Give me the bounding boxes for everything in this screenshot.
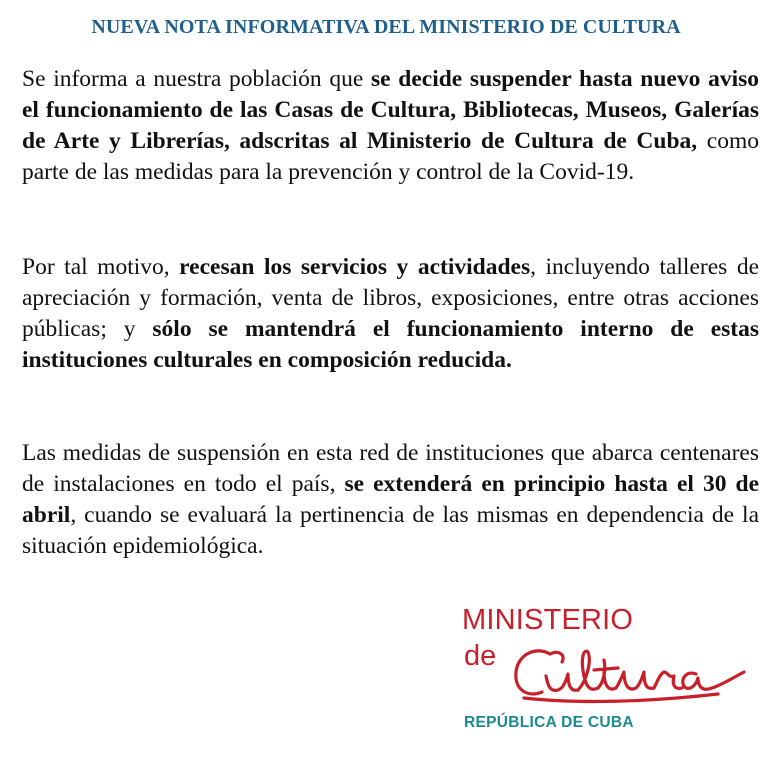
logo-de-text: de bbox=[464, 640, 497, 672]
paragraph-1 bbox=[22, 64, 759, 188]
page-title: NUEVA NOTA INFORMATIVA DEL MINISTERIO DE CULTURA bbox=[91, 16, 681, 38]
paragraph-2-text: , incluyendo talleres de apreciación y formación, venta de libros, exposiciones, entre otras acciones públicas; y bbox=[22, 254, 759, 342]
paragraph-2-bold: recesan los servicios y actividades bbox=[179, 254, 531, 280]
paragraph-1-text: como parte de las medidas para la prevención y control de la Covid-19. bbox=[22, 128, 759, 185]
logo-ministerio-text: MINISTERIO bbox=[462, 604, 634, 636]
paragraph-2-text: Por tal motivo, bbox=[22, 254, 180, 280]
paragraph-3-text: , cuando se evaluará la pertinencia de las mismas en dependencia de la situación epidemiológica. bbox=[22, 502, 759, 559]
logo-country-text: REPÚBLICA DE CUBA bbox=[464, 714, 634, 731]
paragraph-3-text: Las medidas de suspensión en esta red de instituciones que abarca centenares de instalaciones en todo el país, bbox=[22, 440, 759, 497]
logo-cultura-script bbox=[488, 632, 748, 712]
paragraph-3 bbox=[22, 438, 759, 562]
paragraph-2 bbox=[22, 252, 759, 376]
paragraph-1-text: Se informa a nuestra población que bbox=[22, 66, 371, 92]
paragraph-2-bold: sólo se mantendrá el funcionamiento interno de estas instituciones culturales en composición reducida. bbox=[22, 316, 759, 373]
ministry-logo bbox=[458, 604, 748, 744]
paragraph-1-bold: se decide suspender hasta nuevo aviso el funcionamiento de las Casas de Cultura, Bibliotecas, Museos, Galerías de Arte y Librerías, adscritas al Ministerio de Cultura de Cuba, bbox=[22, 66, 759, 154]
paragraph-3-bold: se extenderá en principio hasta el 30 de abril bbox=[22, 471, 759, 528]
